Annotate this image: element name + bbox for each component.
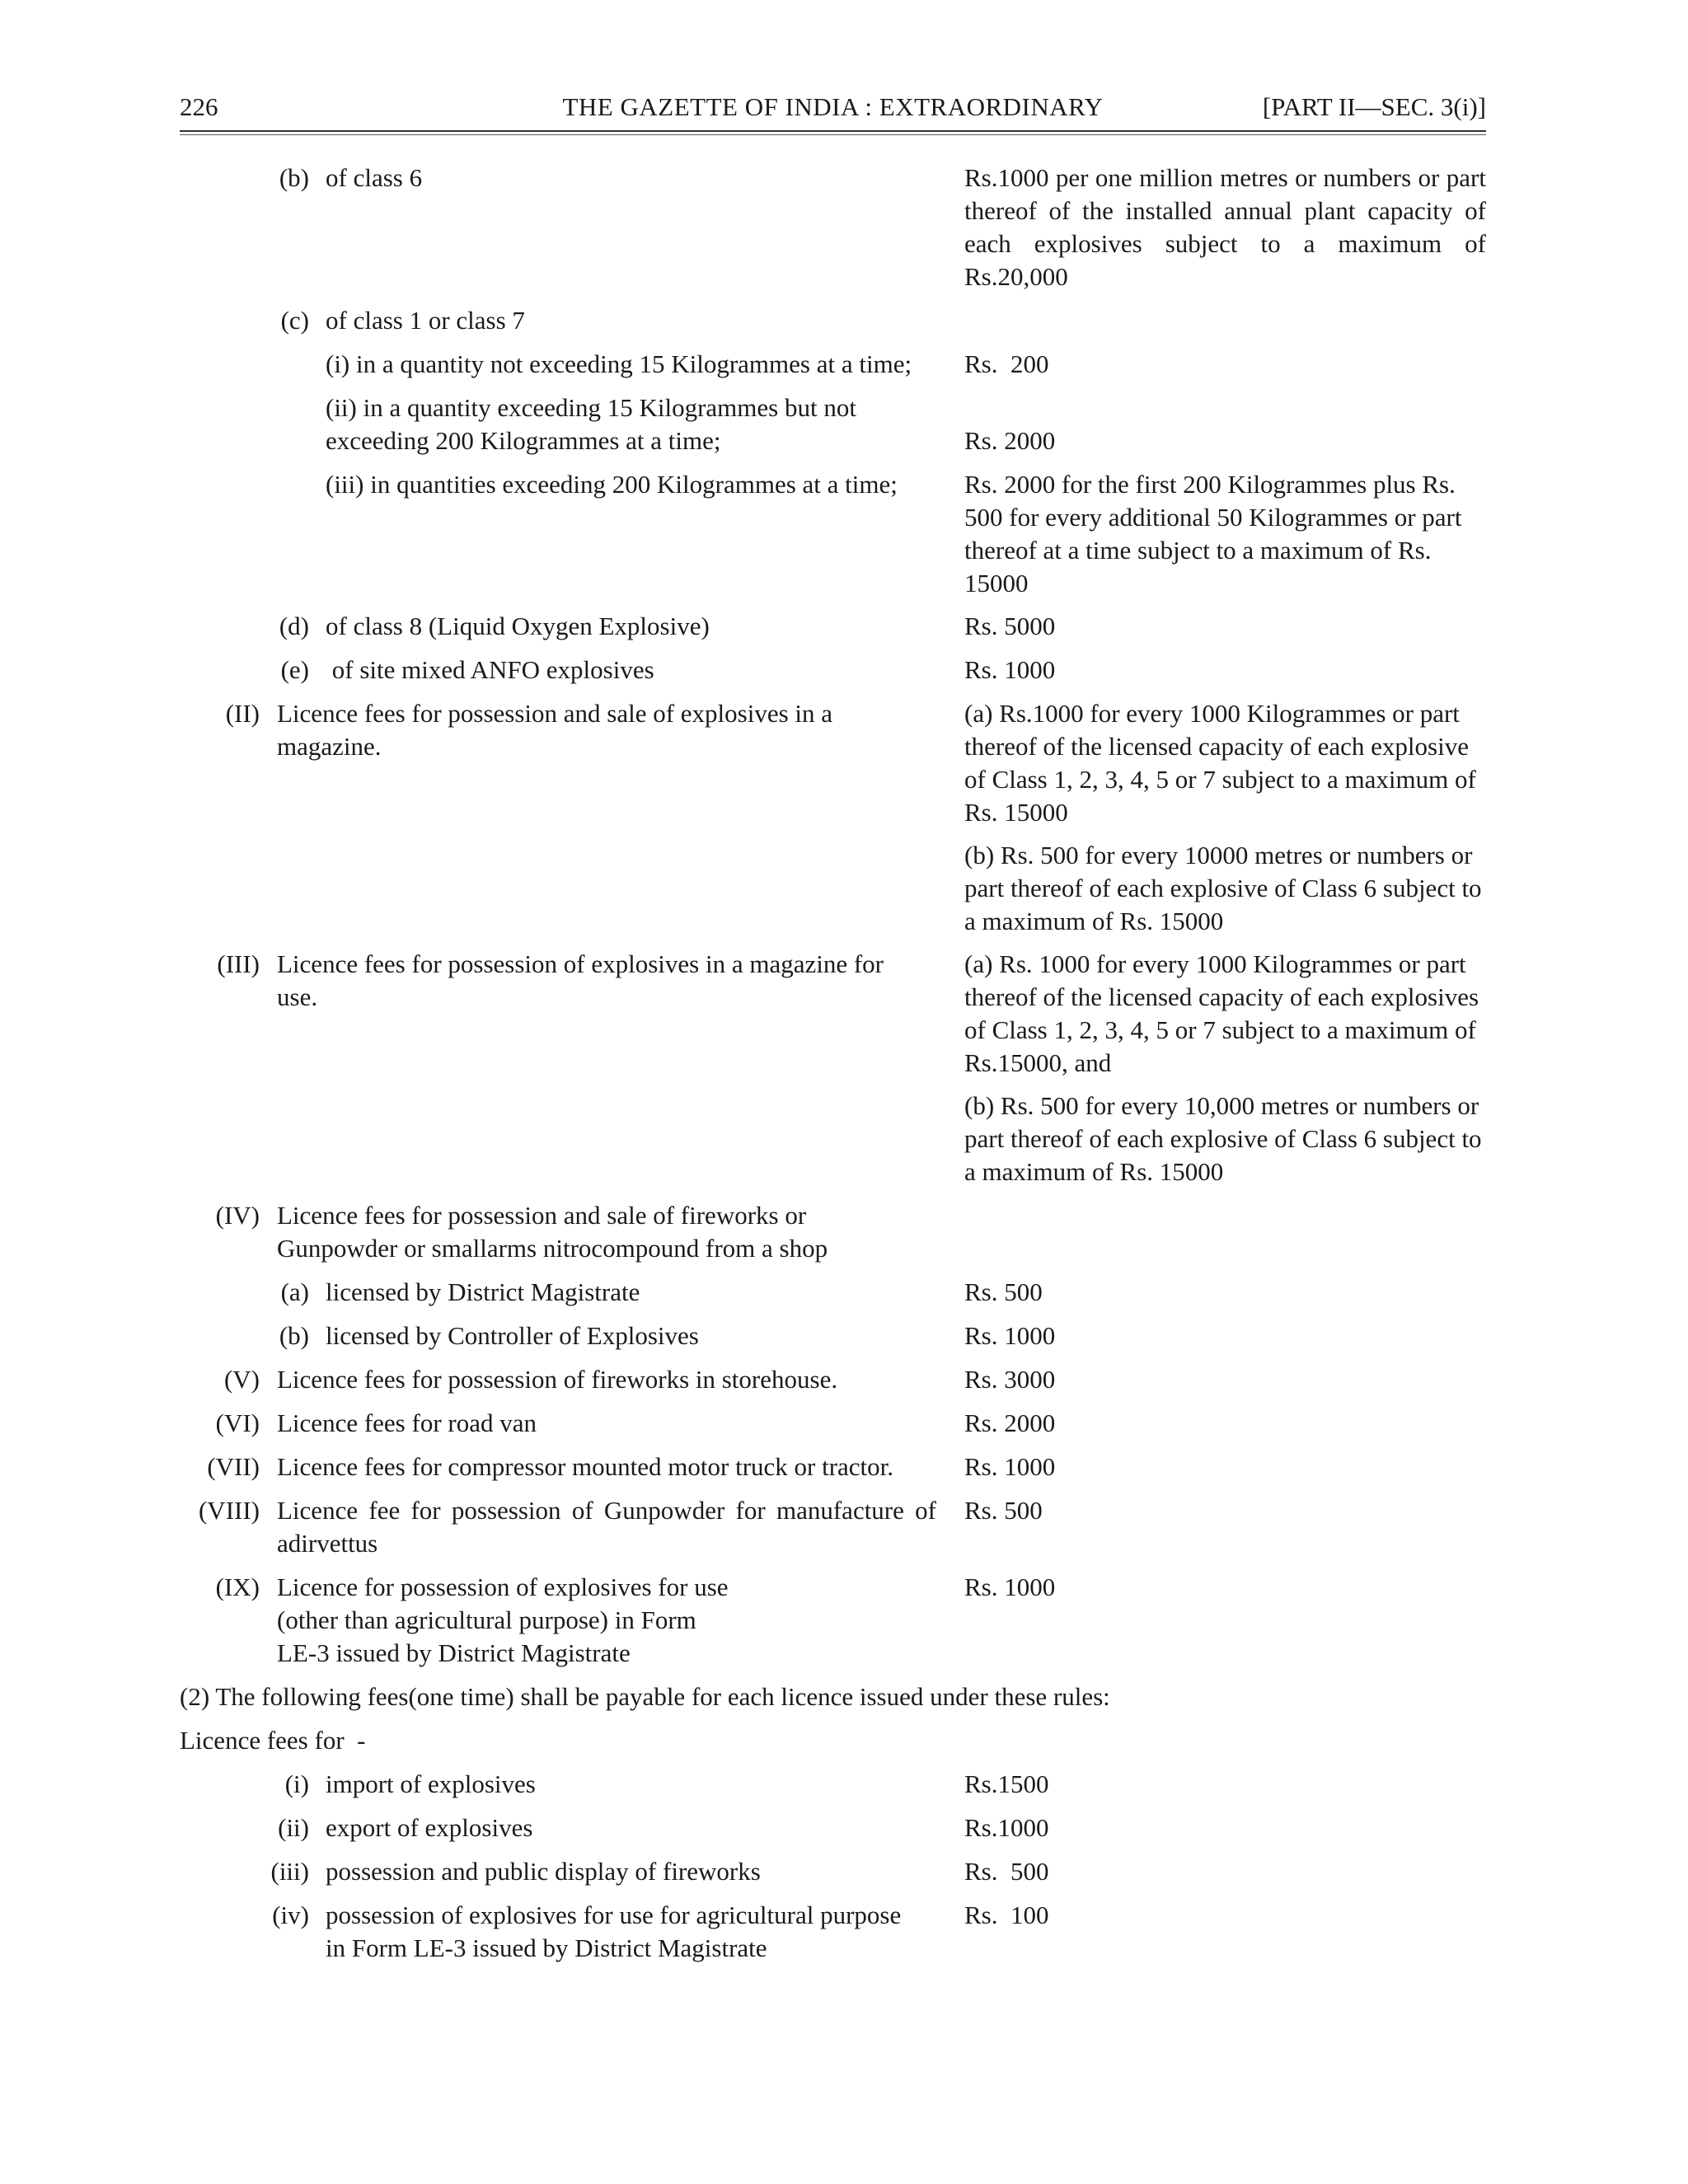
item-marker: (e)	[280, 655, 309, 684]
item-marker: (b)	[279, 1321, 309, 1350]
item-marker: (iv)	[272, 1900, 309, 1929]
item-fee: Rs. 1000	[964, 1572, 1056, 1601]
item-fee: (a) Rs. 1000 for every 1000 Kilogrammes or part thereof of the licensed capacity of each explosives of Class 1, 2, 3, 4, 5 or 7 subject to a maximum of Rs.15000, and	[964, 949, 1479, 1077]
item-marker: (ii)	[278, 1813, 309, 1842]
item-marker: (III)	[217, 949, 260, 978]
part-section: [PART II—SEC. 3(i)]	[1262, 92, 1486, 121]
item-marker: (b)	[279, 163, 309, 192]
page-number: 226	[180, 92, 218, 121]
item-fee: (b) Rs. 500 for every 10,000 metres or numbers or part thereof of each explosive of Class 6 subject to a maximum of Rs. 15000	[964, 1091, 1482, 1186]
item-text: Licence fees for compressor mounted motor truck or tractor.	[277, 1452, 894, 1481]
item-text: Licence fees for possession of fireworks in storehouse.	[277, 1365, 838, 1394]
item-text: import of explosives	[326, 1769, 536, 1798]
item-text: Licence fees for possession and sale of explosives in a magazine.	[277, 699, 833, 761]
item-fee: Rs. 1000	[964, 1452, 1056, 1481]
item-fee: Rs. 2000	[964, 1408, 1056, 1437]
item-fee: Rs. 100	[964, 1900, 1049, 1929]
item-marker: (VII)	[207, 1452, 260, 1481]
item-text: of site mixed ANFO explosives	[326, 655, 654, 684]
item-marker: (II)	[225, 699, 260, 728]
item-text: Licence fee for possession of Gunpowder for manufacture of adirvettus	[277, 1496, 936, 1558]
item-text: of class 1 or class 7	[326, 306, 525, 335]
item-marker: (V)	[223, 1365, 260, 1394]
item-marker: (IX)	[215, 1572, 260, 1601]
item-marker: (c)	[280, 306, 309, 335]
header-rule-thin	[180, 134, 1486, 135]
item-fee: Rs. 1000	[964, 655, 1056, 684]
item-fee: Rs. 200	[964, 349, 1049, 378]
heading-text: Licence fees for -	[180, 1726, 366, 1755]
item-text: Licence for possession of explosives for use (other than agricultural purpose) in Form LE-3 issued by District Magistrate	[277, 1572, 729, 1667]
item-text: (i) in a quantity not exceeding 15 Kilogrammes at a time;	[326, 349, 912, 378]
item-fee: Rs. 500	[964, 1277, 1043, 1306]
page-header	[180, 91, 1486, 132]
paragraph-text: (2) The following fees(one time) shall be payable for each licence issued under these rules:	[180, 1682, 1110, 1711]
item-text: possession and public display of fireworks	[326, 1857, 761, 1886]
item-text: Licence fees for road van	[277, 1408, 537, 1437]
item-marker: (a)	[280, 1277, 309, 1306]
item-text: licensed by District Magistrate	[326, 1277, 640, 1306]
item-text: licensed by Controller of Explosives	[326, 1321, 699, 1350]
gazette-title: THE GAZETTE OF INDIA : EXTRAORDINARY	[562, 92, 1104, 121]
item-text: possession of explosives for use for agricultural purpose in Form LE-3 issued by District Magistrate	[326, 1900, 902, 1962]
item-fee: Rs.1000 per one million metres or numbers or part thereof of the installed annual plant capacity of each explosives subject to a maximum of Rs.20,000	[964, 163, 1486, 291]
item-marker: (IV)	[215, 1201, 260, 1230]
item-text: Licence fees for possession of explosives in a magazine for use.	[277, 949, 884, 1011]
item-fee: Rs. 500	[964, 1496, 1043, 1525]
item-fee: Rs. 2000	[964, 426, 1056, 455]
item-text: (ii) in a quantity exceeding 15 Kilogrammes but not exceeding 200 Kilogrammes at a time;	[326, 393, 856, 455]
item-fee: Rs. 5000	[964, 612, 1056, 640]
item-fee: (b) Rs. 500 for every 10000 metres or numbers or part thereof of each explosive of Class 6 subject to a maximum of Rs. 15000	[964, 841, 1482, 935]
item-fee: Rs.1000	[964, 1813, 1049, 1842]
item-fee: Rs. 3000	[964, 1365, 1056, 1394]
item-text: export of explosives	[326, 1813, 533, 1842]
item-text: (iii) in quantities exceeding 200 Kilogrammes at a time;	[326, 470, 898, 499]
item-marker: (VI)	[215, 1408, 260, 1437]
item-marker: (iii)	[270, 1857, 309, 1886]
item-fee: Rs.1500	[964, 1769, 1049, 1798]
item-marker: (VIII)	[198, 1496, 260, 1525]
item-text: of class 6	[326, 163, 423, 192]
item-fee: Rs. 1000	[964, 1321, 1056, 1350]
header-rule	[180, 130, 1486, 132]
item-fee: Rs. 500	[964, 1857, 1049, 1886]
item-text: of class 8 (Liquid Oxygen Explosive)	[326, 612, 710, 640]
item-fee: Rs. 2000 for the first 200 Kilogrammes plus Rs. 500 for every additional 50 Kilogrammes or part thereof at a time subject to a maximum of Rs. 15000	[964, 470, 1462, 598]
item-text: Licence fees for possession and sale of fireworks or Gunpowder or smallarms nitrocompound from a shop	[277, 1201, 828, 1263]
item-fee: (a) Rs.1000 for every 1000 Kilogrammes or part thereof of the licensed capacity of each explosive of Class 1, 2, 3, 4, 5 or 7 subject to a maximum of Rs. 15000	[964, 699, 1476, 827]
item-marker: (i)	[284, 1769, 309, 1798]
item-marker: (d)	[279, 612, 309, 640]
